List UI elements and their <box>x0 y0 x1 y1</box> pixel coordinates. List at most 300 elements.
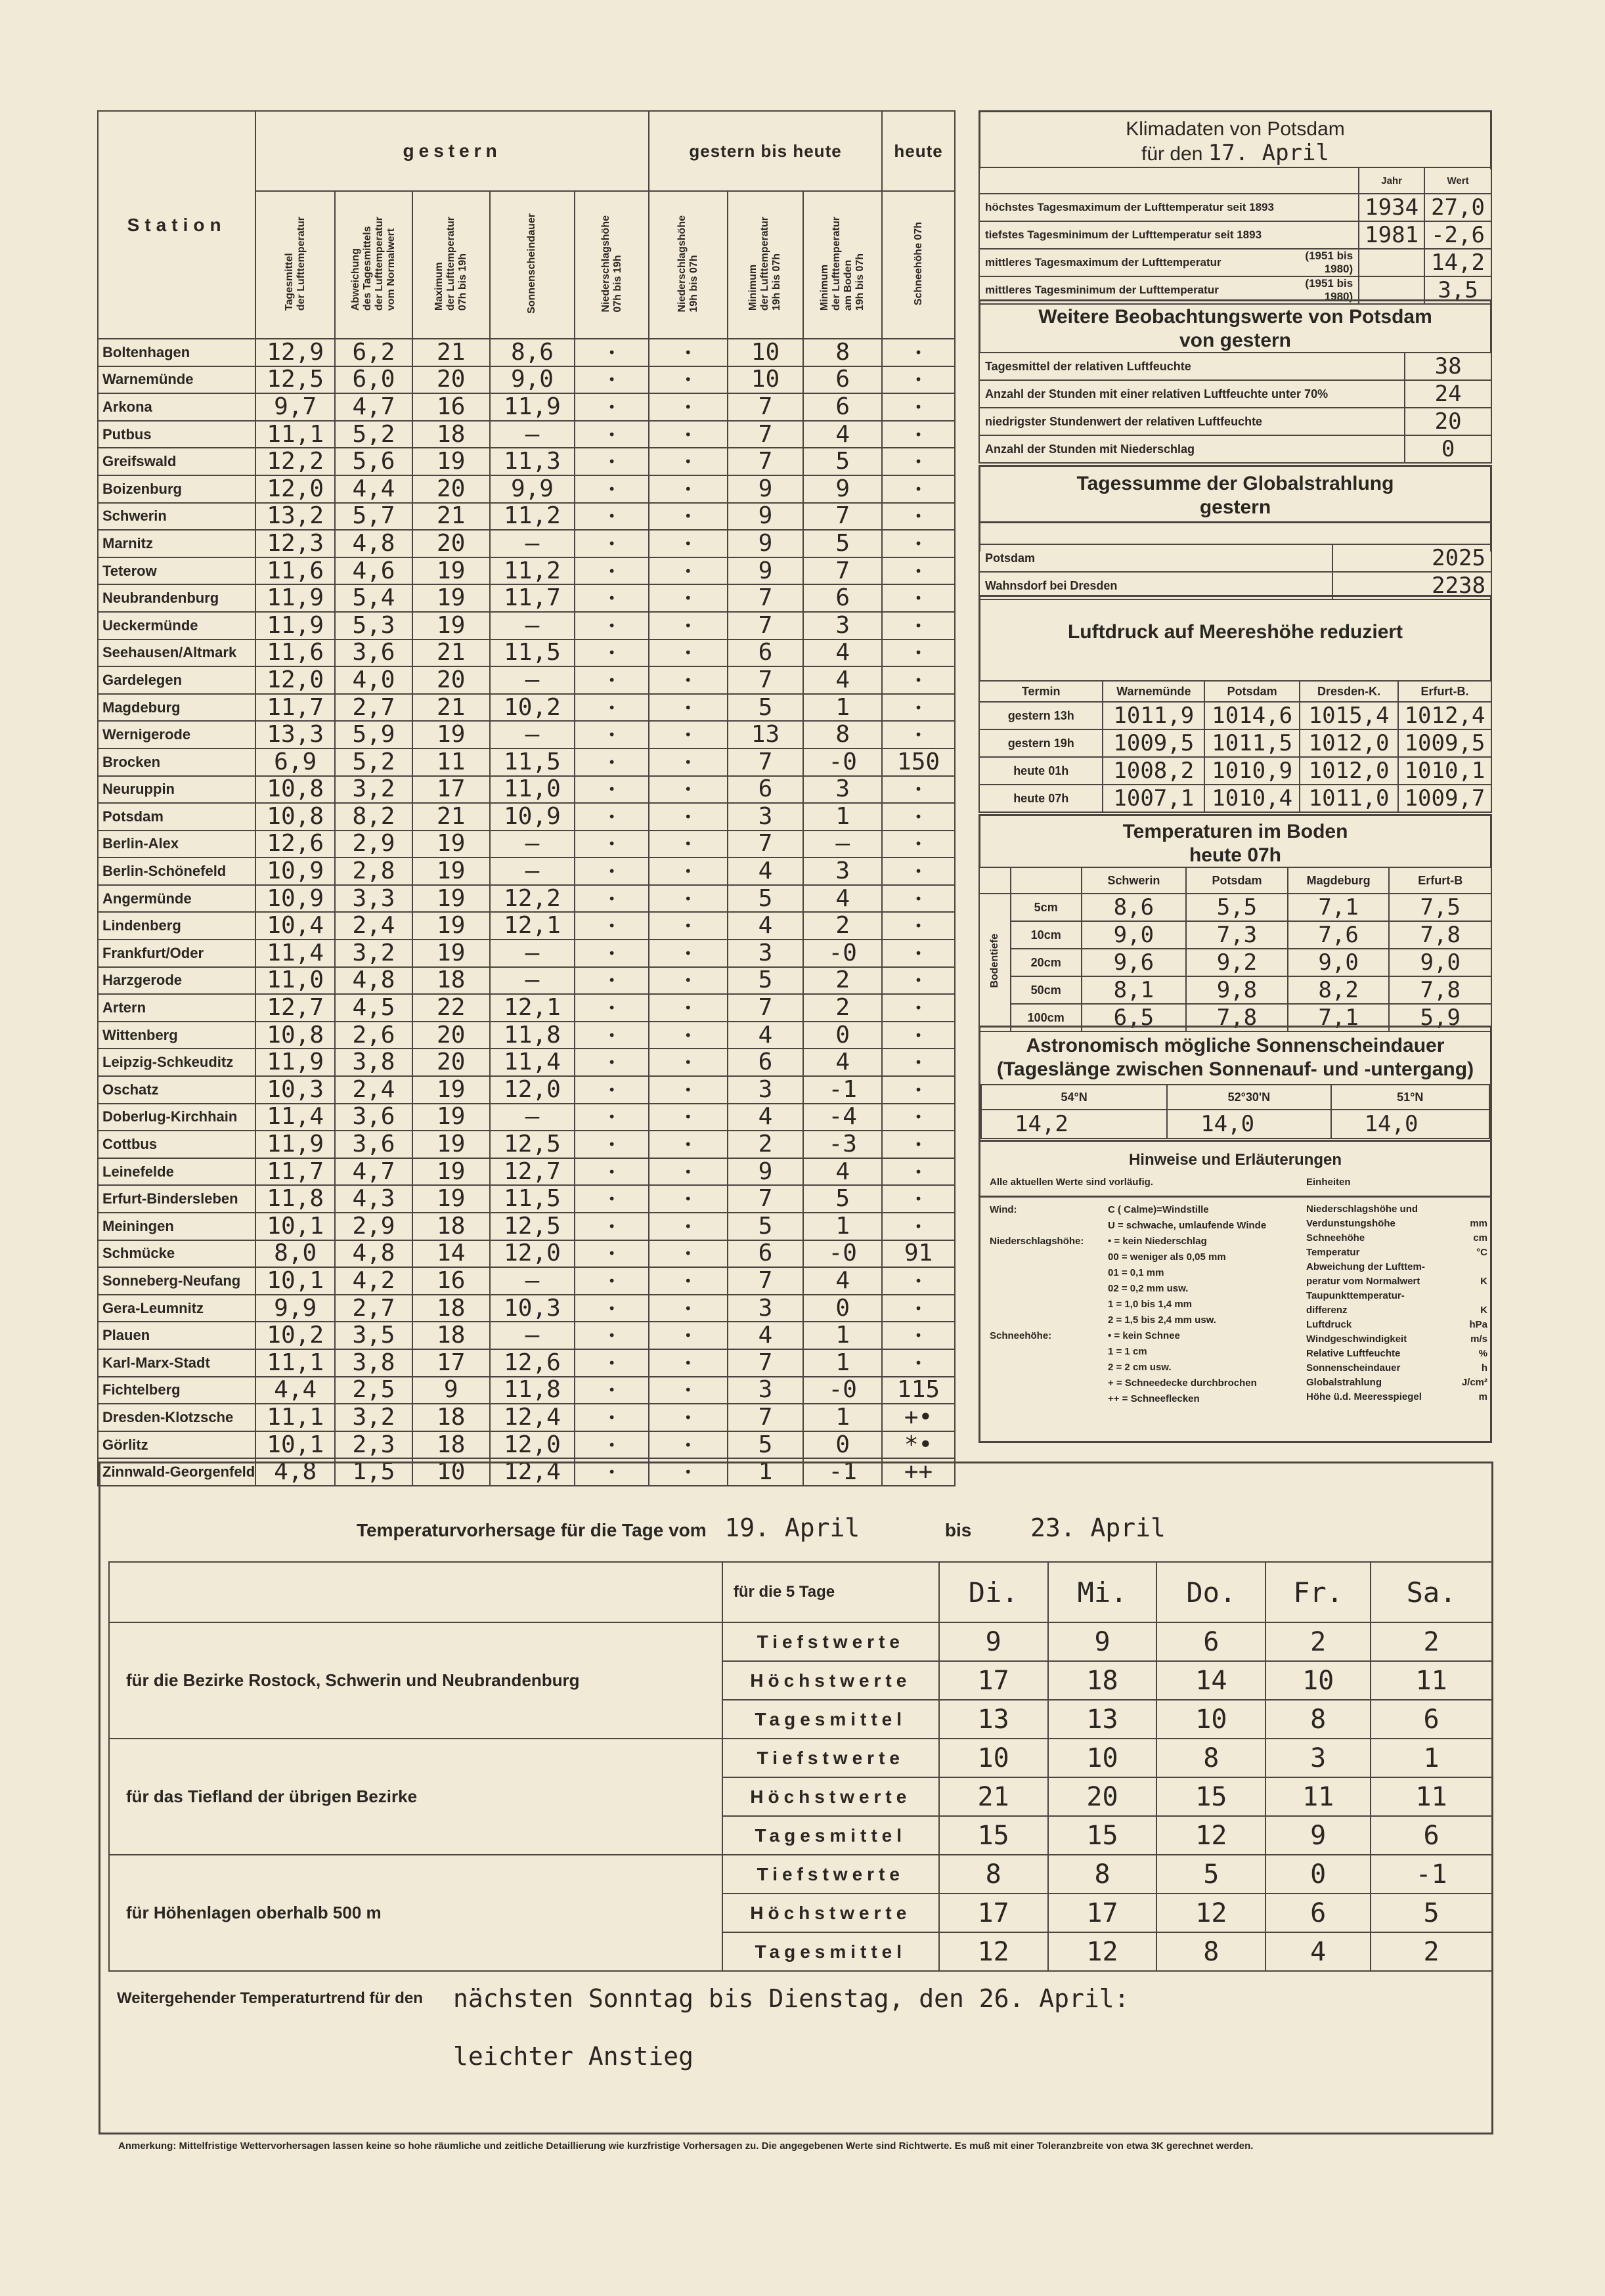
boden-value: 7,1 <box>1288 894 1390 921</box>
column-header-label: Minimum der Lufttemperatur am Boden 19h bis 07h <box>819 216 866 311</box>
cell: -4 <box>803 1104 882 1131</box>
forecast-value: 15 <box>1048 1816 1157 1855</box>
station-name: Arkona <box>98 393 255 421</box>
hinweise-text: 01 = 0,1 mm <box>1108 1267 1164 1278</box>
weitere-subtitle: von gestern <box>1179 330 1292 351</box>
cell: 20 <box>412 475 490 503</box>
cell: 19 <box>412 857 490 885</box>
cell: 4 <box>803 1049 882 1076</box>
weitere-label: Anzahl der Stunden mit einer relativen Luftfeuchte unter 70% <box>979 380 1405 408</box>
forecast-value: 10 <box>939 1739 1048 1777</box>
unit-name: Schneehöhe <box>1306 1232 1365 1244</box>
right-panel <box>978 110 1492 1443</box>
cell: • <box>575 448 649 475</box>
cell: • <box>649 1022 728 1049</box>
cell: 11,7 <box>255 1158 335 1186</box>
hinweise-line <box>990 1391 1298 1407</box>
boden-value: 7,3 <box>1186 921 1288 949</box>
luftdruck-header: Termin <box>979 681 1103 702</box>
cell: • <box>649 557 728 585</box>
unit-value: J/cm² <box>1461 1377 1487 1388</box>
hinweise-line <box>990 1218 1298 1234</box>
column-header <box>649 191 728 339</box>
cell: 7 <box>728 584 804 612</box>
cell: • <box>575 912 649 940</box>
cell: -0 <box>803 1240 882 1268</box>
cell: 11,4 <box>255 940 335 967</box>
cell: 7 <box>728 421 804 448</box>
unit-value: °C <box>1476 1247 1487 1258</box>
cell: 8 <box>803 339 882 366</box>
klimadaten-title: Klimadaten von Potsdam <box>1126 118 1345 140</box>
station-name: Meiningen <box>98 1213 255 1240</box>
cell: 5,2 <box>335 421 412 448</box>
cell: 11,5 <box>490 1185 575 1213</box>
luftdruck-header: Warnemünde <box>1103 681 1204 702</box>
cell: 10,2 <box>490 694 575 722</box>
cell: 11,9 <box>255 1131 335 1158</box>
cell: • <box>649 694 728 722</box>
table-row <box>98 421 955 448</box>
cell: 11,6 <box>255 557 335 585</box>
unit-value: m <box>1478 1391 1487 1402</box>
unit-line <box>1306 1347 1487 1361</box>
klima-period: (1951 bis 1980) <box>1281 249 1359 276</box>
table-row <box>98 1349 955 1377</box>
station-name: Putbus <box>98 421 255 448</box>
table-row <box>98 1185 955 1213</box>
weitere-value: 24 <box>1405 380 1491 408</box>
cell: 3 <box>728 1377 804 1404</box>
cell: 12,2 <box>490 885 575 913</box>
boden-header: Erfurt-B <box>1389 867 1491 894</box>
klima-period: (1951 bis 1980) <box>1281 276 1359 304</box>
forecast-bis: bis <box>944 1520 972 1540</box>
cell: 1 <box>803 1349 882 1377</box>
cell: 20 <box>412 1022 490 1049</box>
cell: 21 <box>412 694 490 722</box>
cell: 4 <box>728 1104 804 1131</box>
table-row <box>98 857 955 885</box>
cell: 6 <box>728 1240 804 1268</box>
cell: 3,8 <box>335 1049 412 1076</box>
table-row <box>98 1076 955 1104</box>
cell: 1 <box>803 694 882 722</box>
cell: 12,0 <box>255 475 335 503</box>
cell: 21 <box>412 339 490 366</box>
hinweise-text: U = schwache, umlaufende Winde <box>1108 1220 1267 1231</box>
cell: 12,0 <box>490 1240 575 1268</box>
hinweise-line <box>990 1249 1298 1265</box>
hinweise-line <box>990 1360 1298 1375</box>
cell: 4,8 <box>335 1240 412 1268</box>
cell: • <box>882 448 955 475</box>
cell: • <box>575 503 649 531</box>
column-header <box>335 191 412 339</box>
table-row <box>98 1213 955 1240</box>
station-name: Erfurt-Bindersleben <box>98 1185 255 1213</box>
cell: 9 <box>803 475 882 503</box>
station-name: Dresden-Klotzsche <box>98 1404 255 1431</box>
cell: 12,6 <box>255 831 335 858</box>
hinweise-text: 2 = 1,5 bis 2,4 mm usw. <box>1108 1314 1216 1326</box>
station-name: Boizenburg <box>98 475 255 503</box>
hinweise-line <box>990 1281 1298 1297</box>
klima-row <box>979 194 1491 221</box>
cell: • <box>882 1131 955 1158</box>
cell: 16 <box>412 393 490 421</box>
cell: 12,5 <box>255 366 335 394</box>
cell: 2,7 <box>335 1295 412 1322</box>
table-row <box>98 666 955 694</box>
cell: 17 <box>412 1349 490 1377</box>
cell: 4,3 <box>335 1185 412 1213</box>
hinweise-text: • = kein Niederschlag <box>1108 1236 1207 1247</box>
luftdruck-value: 1010,4 <box>1204 785 1300 812</box>
astro-header: 52°30'N <box>1167 1085 1330 1110</box>
cell: 22 <box>412 994 490 1022</box>
column-header <box>575 191 649 339</box>
unit-name: Luftdruck <box>1306 1319 1352 1330</box>
station-name: Lindenberg <box>98 912 255 940</box>
cell: 3,8 <box>335 1349 412 1377</box>
cell: 7 <box>728 831 804 858</box>
cell: • <box>649 857 728 885</box>
cell: – <box>490 940 575 967</box>
trend-label: Weitergehender Temperaturtrend für den <box>117 1989 423 2007</box>
cell: 3,2 <box>335 776 412 804</box>
forecast-title-prefix: Temperaturvorhersage für die Tage vom <box>357 1520 707 1540</box>
cell: 11,1 <box>255 1404 335 1431</box>
cell: 19 <box>412 831 490 858</box>
column-header <box>882 191 955 339</box>
cell: 9,9 <box>490 475 575 503</box>
cell: • <box>649 339 728 366</box>
weitere-row <box>979 353 1491 380</box>
table-row <box>98 885 955 913</box>
astro-title: Astronomisch mögliche Sonnenscheindauer <box>1026 1035 1445 1056</box>
cell: • <box>575 1240 649 1268</box>
forecast-value: 8 <box>1156 1739 1265 1777</box>
luftdruck-header: Erfurt-B. <box>1398 681 1491 702</box>
unit-name: Verdunstungshöhe <box>1306 1218 1396 1229</box>
cell: 19 <box>412 1104 490 1131</box>
cell: • <box>649 912 728 940</box>
cell: 11,9 <box>255 584 335 612</box>
cell: • <box>649 831 728 858</box>
column-header-label: Niederschlagshöhe 19h bis 07h <box>676 215 699 313</box>
cell: 5 <box>803 530 882 557</box>
unit-line <box>1306 1231 1487 1245</box>
table-row <box>98 393 955 421</box>
cell: • <box>649 475 728 503</box>
cell: 4,7 <box>335 393 412 421</box>
hinweise-line <box>990 1328 1298 1344</box>
cell: • <box>882 475 955 503</box>
cell: 13,3 <box>255 721 335 748</box>
column-header-label: Tagesmittel der Lufttemperatur <box>283 216 307 311</box>
unit-name: differenz <box>1306 1305 1348 1316</box>
cell: 11,3 <box>490 448 575 475</box>
cell: 6 <box>728 639 804 667</box>
boden-row <box>979 921 1491 949</box>
table-row <box>98 639 955 667</box>
cell: 10,3 <box>255 1076 335 1104</box>
cell: – <box>490 666 575 694</box>
cell: • <box>575 1104 649 1131</box>
cell: 11,7 <box>255 694 335 722</box>
cell: 21 <box>412 503 490 531</box>
global-label: Potsdam <box>979 544 1332 572</box>
cell: 2,5 <box>335 1377 412 1404</box>
cell: 5 <box>728 1213 804 1240</box>
cell: • <box>882 666 955 694</box>
cell: • <box>882 940 955 967</box>
station-name: Schmücke <box>98 1240 255 1268</box>
forecast-row <box>109 1855 1492 1894</box>
unit-value: mm <box>1470 1218 1487 1229</box>
forecast-value: 4 <box>1265 1932 1371 1971</box>
cell: 9 <box>728 1158 804 1186</box>
cell: 10 <box>412 1458 490 1486</box>
cell: • <box>649 639 728 667</box>
cell: • <box>575 721 649 748</box>
cell: 0 <box>803 1022 882 1049</box>
cell: 4 <box>803 421 882 448</box>
boden-subtitle: heute 07h <box>1189 844 1282 866</box>
cell: 19 <box>412 612 490 639</box>
cell: 11,5 <box>490 748 575 776</box>
cell: • <box>575 1322 649 1349</box>
astro-table <box>980 1084 1490 1139</box>
forecast-value: -1 <box>1371 1855 1492 1894</box>
cell: 3,6 <box>335 1104 412 1131</box>
cell: 12,5 <box>490 1213 575 1240</box>
luftdruck-value: 1014,6 <box>1204 702 1300 729</box>
cell: 6,2 <box>335 339 412 366</box>
forecast-value: 12 <box>1048 1932 1157 1971</box>
cell: 18 <box>412 967 490 995</box>
cell: • <box>649 994 728 1022</box>
cell: 3,6 <box>335 1131 412 1158</box>
hinweise-key <box>990 1391 1108 1407</box>
boden-value: 5,9 <box>1389 1004 1491 1031</box>
table-row <box>98 448 955 475</box>
hinweise-key <box>990 1281 1108 1297</box>
cell: • <box>575 475 649 503</box>
forecast-row-label: Tiefstwerte <box>722 1855 939 1894</box>
cell: 11,9 <box>255 1049 335 1076</box>
cell: • <box>882 912 955 940</box>
forecast-value: 11 <box>1371 1661 1492 1700</box>
cell: 12,1 <box>490 912 575 940</box>
cell: 9 <box>728 530 804 557</box>
forecast-value: 5 <box>1371 1894 1492 1932</box>
cell: • <box>575 776 649 804</box>
cell: 6,0 <box>335 366 412 394</box>
cell: • <box>882 612 955 639</box>
hinweise-line <box>990 1202 1298 1218</box>
boden-value: 8,6 <box>1082 894 1187 921</box>
boden-value: 9,0 <box>1389 949 1491 976</box>
cell: 9,7 <box>255 393 335 421</box>
cell: 13 <box>728 721 804 748</box>
forecast-value: 10 <box>1156 1700 1265 1739</box>
cell: • <box>649 612 728 639</box>
cell: • <box>575 1185 649 1213</box>
cell: – <box>490 967 575 995</box>
forecast-value: 2 <box>1265 1622 1371 1661</box>
cell: 3 <box>803 612 882 639</box>
station-name: Greifswald <box>98 448 255 475</box>
cell: • <box>575 1076 649 1104</box>
cell: • <box>575 994 649 1022</box>
forecast-value: 12 <box>1156 1894 1265 1932</box>
unit-name: Niederschlagshöhe und <box>1306 1203 1418 1215</box>
cell: • <box>882 967 955 995</box>
cell: 6 <box>728 1049 804 1076</box>
forecast-day: Fr. <box>1265 1562 1371 1622</box>
cell: -0 <box>803 748 882 776</box>
cell: – <box>490 857 575 885</box>
cell: • <box>649 503 728 531</box>
station-name: Doberlug-Kirchhain <box>98 1104 255 1131</box>
cell: • <box>575 1377 649 1404</box>
astro-value: 14,0 <box>1331 1110 1489 1138</box>
cell: 7 <box>728 748 804 776</box>
station-name: Teterow <box>98 557 255 585</box>
cell: • <box>649 1322 728 1349</box>
unit-value: K <box>1480 1276 1487 1287</box>
cell: 4 <box>803 666 882 694</box>
table-row <box>98 967 955 995</box>
cell: 4 <box>803 1158 882 1186</box>
cell: 1 <box>803 1404 882 1431</box>
cell: 3,2 <box>335 1404 412 1431</box>
cell: – <box>490 1104 575 1131</box>
weitere-value: 38 <box>1405 353 1491 380</box>
cell: 18 <box>412 1404 490 1431</box>
station-name: Leinefelde <box>98 1158 255 1186</box>
hinweise-list <box>990 1202 1298 1407</box>
cell: • <box>575 1267 649 1295</box>
boden-value: 7,6 <box>1288 921 1390 949</box>
cell: 150 <box>882 748 955 776</box>
weitere-row <box>979 380 1491 408</box>
forecast-value: 11 <box>1265 1777 1371 1816</box>
unit-name: Abweichung der Lufttem- <box>1306 1261 1425 1272</box>
cell: 11,1 <box>255 1349 335 1377</box>
boden-value: 7,1 <box>1288 1004 1390 1031</box>
boden-value: 7,8 <box>1389 921 1491 949</box>
cell: 0 <box>803 1431 882 1459</box>
cell: 7 <box>728 1185 804 1213</box>
cell: • <box>882 721 955 748</box>
cell: • <box>575 421 649 448</box>
klima-label: mittleres Tagesmaximum der Lufttemperatur <box>979 249 1281 276</box>
station-name: Neuruppin <box>98 776 255 804</box>
cell: 3,5 <box>335 1322 412 1349</box>
global-label: Wahnsdorf bei Dresden <box>979 572 1332 599</box>
cell: • <box>882 885 955 913</box>
cell: • <box>575 885 649 913</box>
cell: • <box>882 1049 955 1076</box>
cell: 7 <box>728 612 804 639</box>
cell: 11,4 <box>255 1104 335 1131</box>
unit-line <box>1306 1217 1487 1231</box>
luftdruck-value: 1010,1 <box>1398 757 1491 785</box>
table-row <box>98 1158 955 1186</box>
cell: • <box>575 803 649 831</box>
luftdruck-row <box>979 785 1491 812</box>
station-name: Gera-Leumnitz <box>98 1295 255 1322</box>
cell: 5 <box>728 885 804 913</box>
cell: • <box>575 639 649 667</box>
group-header-gestern: gestern <box>255 111 649 191</box>
column-header <box>412 191 490 339</box>
cell: • <box>575 1131 649 1158</box>
cell: • <box>649 1213 728 1240</box>
cell: 10,9 <box>255 885 335 913</box>
cell: 10,8 <box>255 1022 335 1049</box>
cell: 5,4 <box>335 584 412 612</box>
cell: ++ <box>882 1458 955 1486</box>
column-header-label: Sonnenscheindauer <box>526 213 538 314</box>
station-name: Sonneberg-Neufang <box>98 1267 255 1295</box>
cell: – <box>490 421 575 448</box>
hinweise-key <box>990 1375 1108 1391</box>
forecast-row <box>109 1622 1492 1661</box>
table-row <box>98 940 955 967</box>
unit-line <box>1306 1202 1487 1217</box>
cell: 1 <box>803 1322 882 1349</box>
boden-depth: 5cm <box>1011 894 1082 921</box>
cell: • <box>882 393 955 421</box>
boden-header: Magdeburg <box>1288 867 1390 894</box>
station-name: Wernigerode <box>98 721 255 748</box>
weitere-row <box>979 435 1491 463</box>
table-row <box>98 1131 955 1158</box>
forecast-row-label: Tagesmittel <box>722 1816 939 1855</box>
cell: • <box>575 666 649 694</box>
forecast-value: 8 <box>1048 1855 1157 1894</box>
forecast-value: 2 <box>1371 1932 1492 1971</box>
cell: 11,5 <box>490 639 575 667</box>
cell: • <box>649 1158 728 1186</box>
hinweise-text: + = Schneedecke durchbrochen <box>1108 1377 1257 1389</box>
table-row <box>98 503 955 531</box>
cell: 7 <box>803 503 882 531</box>
cell: 11,8 <box>490 1022 575 1049</box>
forecast-value: 20 <box>1048 1777 1157 1816</box>
trend-line2: leichter Anstieg <box>453 2042 694 2071</box>
cell: • <box>575 694 649 722</box>
forecast-row <box>109 1739 1492 1777</box>
table-row <box>98 994 955 1022</box>
cell: 3 <box>728 803 804 831</box>
forecast-row-label: Höchstwerte <box>722 1894 939 1932</box>
forecast-region: für das Tiefland der übrigen Bezirke <box>109 1739 722 1855</box>
cell: 11,9 <box>490 393 575 421</box>
station-name: Wittenberg <box>98 1022 255 1049</box>
boden-depth: 50cm <box>1011 976 1082 1004</box>
cell: 2,8 <box>335 857 412 885</box>
weitere-value: 0 <box>1405 435 1491 463</box>
forecast-day: Di. <box>939 1562 1048 1622</box>
global-row <box>979 544 1491 572</box>
cell: • <box>575 831 649 858</box>
cell: 10,1 <box>255 1431 335 1459</box>
